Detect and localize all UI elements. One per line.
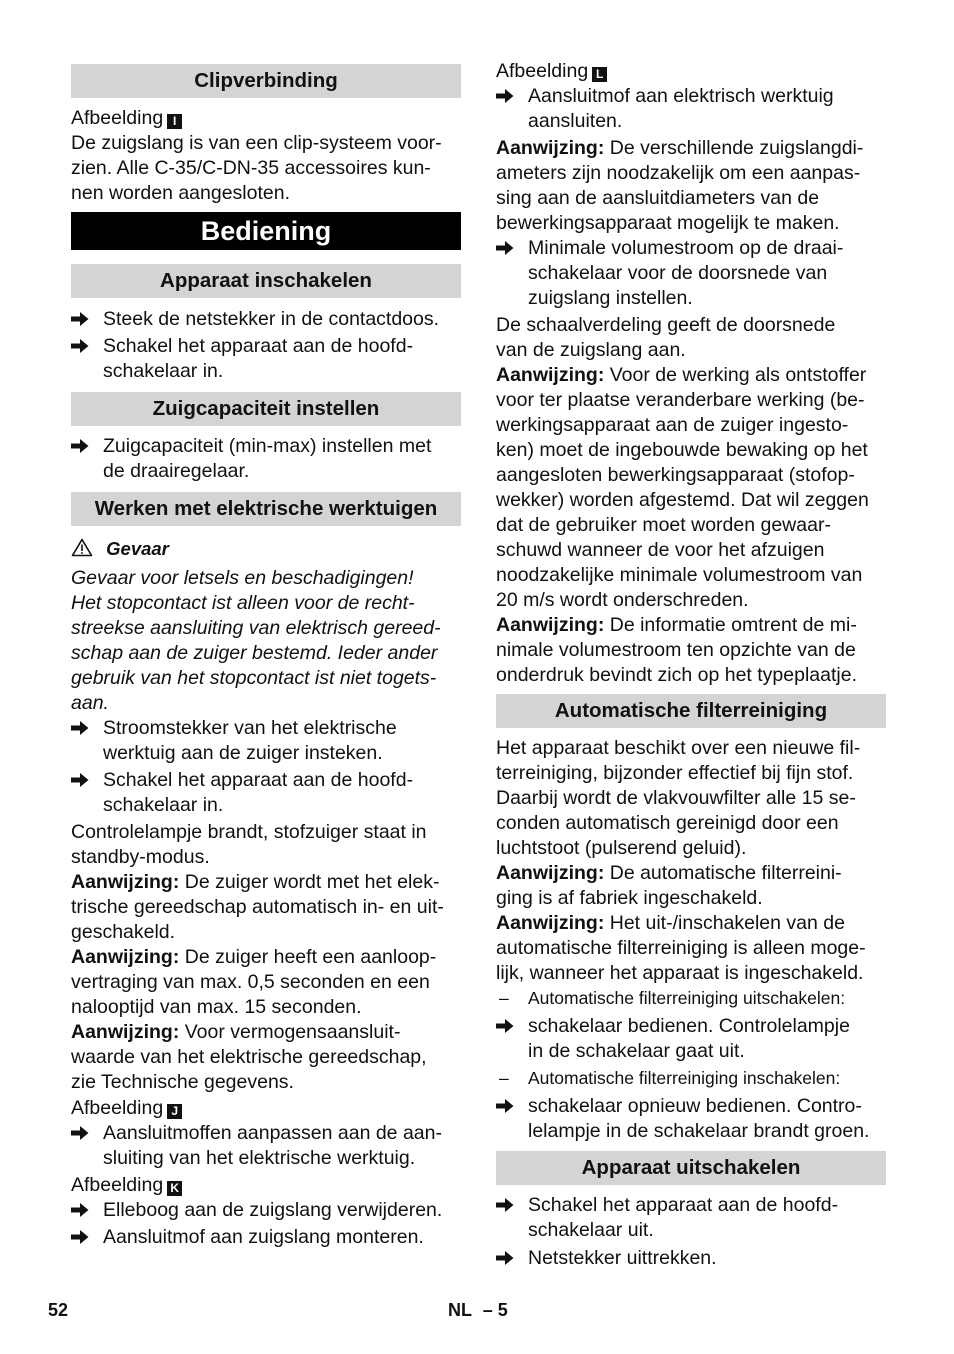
note-paragraph (496, 613, 886, 688)
list-item (496, 1094, 886, 1144)
note-text: De verschillende zuigslangdi- ameters zijn noodzakelijk om een aanpas- sing aan de aansluitdiameters van de bewerkingsapparaat mogelijk te maken. (496, 137, 864, 234)
danger-label (71, 536, 461, 561)
note-text: De zuiger heeft een aanloop- vertraging van max. 0,5 seconden en een nalooptijd van max. 15 seconden. (71, 946, 437, 1018)
note-paragraph (496, 136, 886, 236)
list-item (496, 1246, 886, 1271)
figure-letter-icon: K (167, 1181, 182, 1196)
section-heading-zuigcapaciteit: Zuigcapaciteit instellen (71, 392, 461, 426)
note-label: Aanwijzing: (496, 614, 605, 636)
note-label: Aanwijzing: (496, 912, 605, 934)
list-item-text: schakelaar bedienen. Controlelampje in de schakelaar gaat uit. (528, 1015, 850, 1062)
dash-bullet: – (499, 988, 509, 1008)
arrow-right-icon (71, 768, 93, 788)
note-paragraph (71, 945, 461, 1020)
footer-section-page: – 5 (482, 1300, 508, 1320)
list-item-text: Netstekker uittrekken. (528, 1247, 717, 1269)
filter-paragraph: Het apparaat beschikt over een nieuwe fil- terreiniging, bijzonder effectief bij fijn stof. Daarbij wordt de vlakvouwfilter alle 15 se- conden automatisch gereinigd door een luchtstoot (pulserend geluid). (496, 737, 861, 859)
dash-bullet: – (499, 1068, 509, 1088)
warning-triangle-icon (71, 538, 93, 557)
list-item (496, 1014, 886, 1064)
section-heading-apparaat-inschakelen: Apparaat inschakelen (71, 264, 461, 298)
dash-item (496, 1066, 886, 1091)
arrow-right-icon (71, 716, 93, 736)
footer-language: NL (448, 1300, 472, 1320)
arrow-right-icon (496, 1094, 518, 1114)
list-item (71, 334, 461, 384)
figure-ref-k (71, 1173, 461, 1198)
note-paragraph (496, 911, 886, 986)
list-item (71, 307, 461, 332)
list-item-text: Minimale volumestroom op de draai- schakelaar voor de doorsnede van zuigslang instellen. (528, 237, 844, 309)
figure-ref-j (71, 1096, 461, 1121)
footer-section-ref (448, 1298, 508, 1322)
standby-paragraph: Controlelampje brandt, stofzuiger staat in standby-modus. (71, 821, 427, 868)
figure-letter-icon: J (167, 1104, 182, 1119)
note-text: De automatische filterreini- ging is af fabriek ingeschakeld. (496, 862, 842, 909)
note-text: Het uit-/inschakelen van de automatische filterreiniging is alleen moge- lijk, wanneer het apparaat is ingeschakeld. (496, 912, 866, 984)
note-text: De informatie omtrent de mi- nimale volumestroom ten opzichte van de onderdruk bevindt zich op het typeplaatje. (496, 614, 857, 686)
list-item-text: Schakel het apparaat aan de hoofd- schakelaar in. (103, 769, 414, 816)
list-item (71, 1225, 461, 1250)
section-heading-filterreiniging: Automatische filterreiniging (496, 694, 886, 728)
dash-item-text: Automatische filterreiniging uitschakelen: (528, 988, 846, 1008)
list-item-text: Elleboog aan de zuigslang verwijderen. (103, 1199, 443, 1221)
page-number: 52 (48, 1300, 69, 1320)
arrow-right-icon (71, 434, 93, 454)
list-item-text: Aansluitmof aan elektrisch werktuig aansluiten. (528, 85, 834, 132)
chapter-heading-bediening: Bediening (71, 212, 461, 250)
list-item (71, 1198, 461, 1223)
list-item-text: Zuigcapaciteit (min-max) instellen met de draairegelaar. (103, 435, 432, 482)
list-item (71, 1121, 461, 1171)
list-item (71, 716, 461, 766)
list-item (71, 768, 461, 818)
note-paragraph (496, 861, 886, 911)
list-item (496, 1193, 886, 1243)
figure-letter-icon: L (592, 67, 607, 82)
arrow-right-icon (496, 1246, 518, 1266)
list-item (496, 84, 886, 134)
section-heading-apparaat-uitschakelen: Apparaat uitschakelen (496, 1151, 886, 1185)
list-item-text: Stroomstekker van het elektrische werktuig aan de zuiger insteken. (103, 717, 397, 764)
clip-paragraph: De zuigslang is van een clip-systeem voor- zien. Alle C-35/C-DN-35 accessoires kun- nen worden aangesloten. (71, 132, 442, 204)
figure-label: Afbeelding (71, 1174, 164, 1196)
list-item (71, 434, 461, 484)
arrow-right-icon (71, 307, 93, 327)
note-label: Aanwijzing: (71, 946, 180, 968)
arrow-right-icon (71, 334, 93, 354)
figure-label: Afbeelding (71, 107, 164, 129)
note-paragraph (71, 870, 461, 945)
figure-label: Afbeelding (71, 1097, 164, 1119)
note-paragraph (71, 1020, 461, 1095)
dash-item (496, 986, 886, 1011)
list-item-text: Schakel het apparaat aan de hoofd- schakelaar uit. (528, 1194, 839, 1241)
section-heading-elektrische-werktuigen: Werken met elektrische werktuigen (71, 492, 461, 526)
arrow-right-icon (496, 1014, 518, 1034)
note-paragraph (496, 363, 886, 613)
list-item-text: Schakel het apparaat aan de hoofd- schakelaar in. (103, 335, 414, 382)
list-item (496, 236, 886, 311)
note-label: Aanwijzing: (496, 364, 605, 386)
figure-label: Afbeelding (496, 60, 589, 82)
arrow-right-icon (496, 236, 518, 256)
note-text: De zuiger wordt met het elek- trische gereedschap automatisch in- en uit- geschakeld. (71, 871, 444, 943)
arrow-right-icon (71, 1198, 93, 1218)
figure-letter-icon: I (167, 114, 182, 129)
list-item-text: schakelaar opnieuw bedienen. Contro- lelampje in de schakelaar brandt groen. (528, 1095, 870, 1142)
arrow-right-icon (71, 1225, 93, 1245)
list-item-text: Aansluitmof aan zuigslang monteren. (103, 1226, 424, 1248)
note-text: Voor vermogensaansluit- waarde van het elektrische gereedschap, zie Technische gegevens. (71, 1021, 427, 1093)
note-label: Aanwijzing: (71, 871, 180, 893)
note-text: Voor de werking als ontstoffer voor ter plaatse veranderbare werking (be- werkingsapparaat aan de zuiger ingesto- ken) moet de ingebouwde bewaking op het aangesloten bewerkingsapparaat (stofop- wekker) worden afgestemd. Dat wil zeggen dat de gebruiker moet worden gewaar- schuwd wanneer de voor het afzuigen noodzakelijke minimale volumestroom van 20 m/s wordt onderschreden. (496, 364, 869, 611)
note-label: Aanwijzing: (496, 862, 605, 884)
section-heading-clipverbinding: Clipverbinding (71, 64, 461, 98)
scale-paragraph: De schaalverdeling geeft de doorsnede van de zuigslang aan. (496, 314, 836, 361)
arrow-right-icon (496, 84, 518, 104)
list-item-text: Steek de netstekker in de contactdoos. (103, 308, 440, 330)
danger-paragraph: Gevaar voor letsels en beschadigingen! Het stopcontact ist alleen voor de recht- streekse aansluiting van elektrisch gereed- schap aan de zuiger bestemd. Ieder ander gebruik van het stopcontact ist niet togets- aan. (71, 567, 441, 714)
danger-label-text: Gevaar (106, 538, 169, 559)
note-label: Aanwijzing: (71, 1021, 180, 1043)
note-label: Aanwijzing: (496, 137, 605, 159)
list-item-text: Aansluitmoffen aanpassen aan de aan- sluiting van het elektrische werktuig. (103, 1122, 442, 1169)
figure-ref-i (71, 106, 461, 131)
figure-ref-l (496, 59, 886, 84)
arrow-right-icon (71, 1121, 93, 1141)
dash-item-text: Automatische filterreiniging inschakelen: (528, 1068, 841, 1088)
arrow-right-icon (496, 1193, 518, 1213)
